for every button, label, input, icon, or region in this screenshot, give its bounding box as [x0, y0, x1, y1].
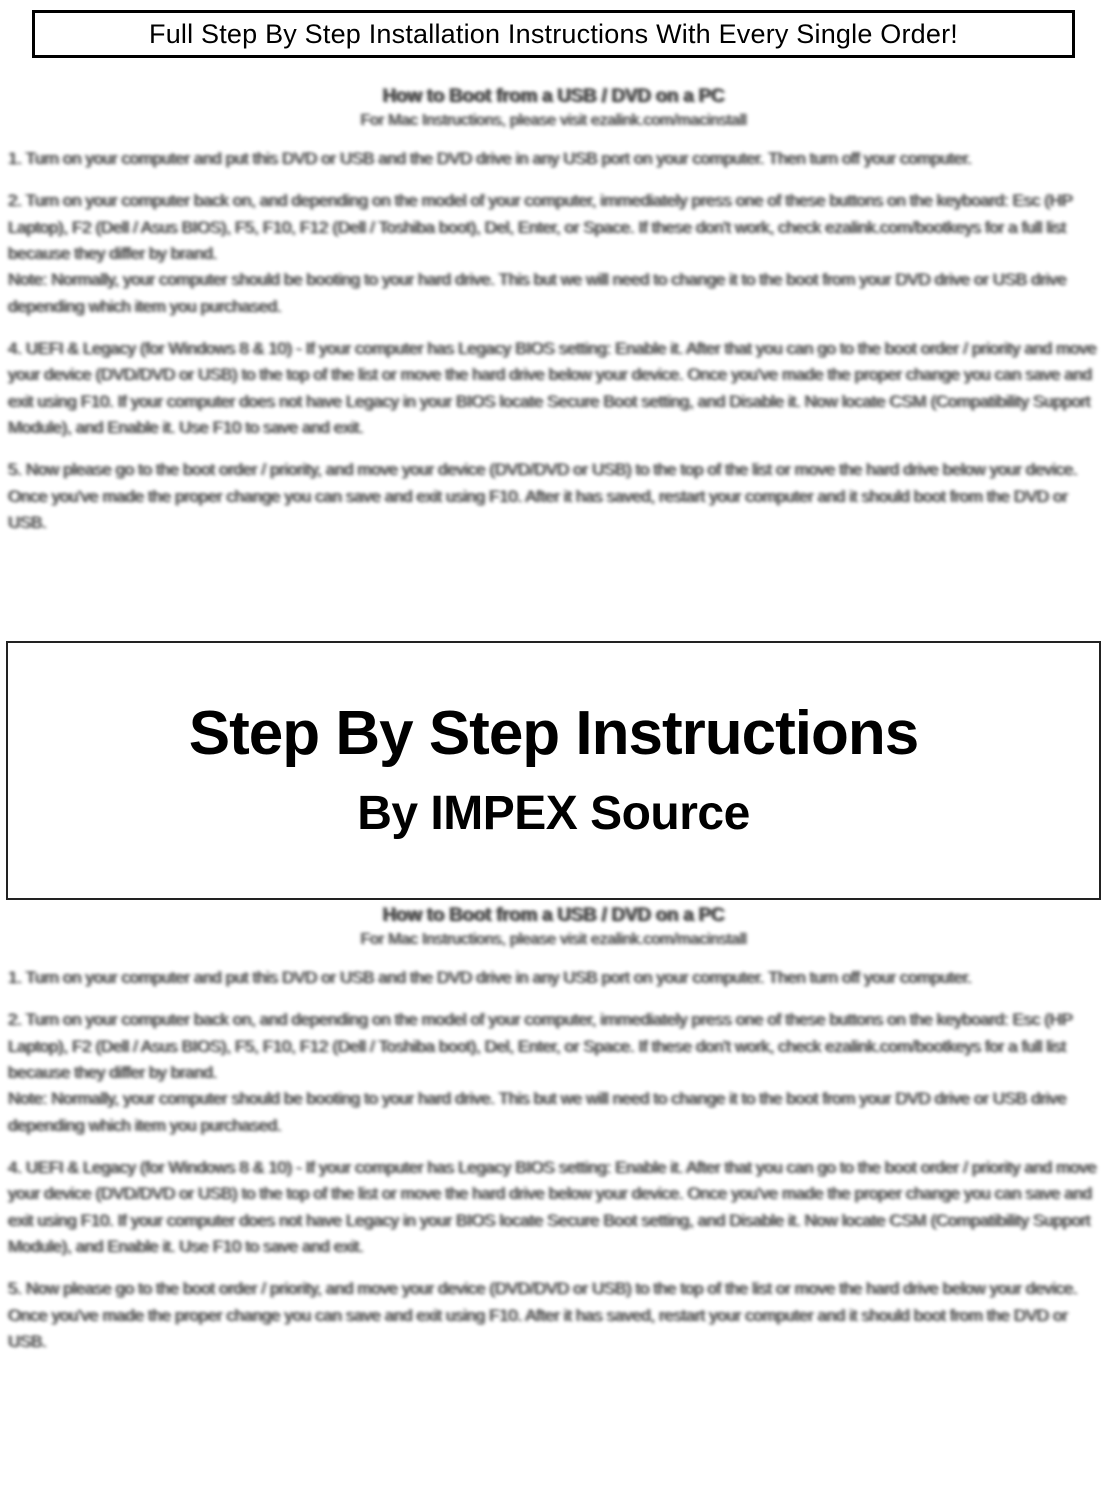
- document-paragraph: 4. UEFI & Legacy (for Windows 8 & 10) - If your computer has Legacy BIOS setting: Enable it. After that you can go to the boot order / priority and move your device (DVD/DVD or USB) to the top of the list or move the hard drive below your device. Once you've made the proper change you can save and exit using F10. If your computer does not have Legacy in your BIOS locate Secure Boot setting, and Disable it. Now locate CSM (Compatibility Support Module), and Enable it. Use F10 to save and exit.: [8, 339, 1097, 438]
- document-paragraph: Note: Normally, your computer should be booting to your hard drive. This but we will need to change it to the boot from your DVD drive or USB drive depending which item you purchased.: [8, 270, 1067, 316]
- callout-subheadline: By IMPEX Source: [357, 786, 750, 840]
- document-paragraph: 2. Turn on your computer back on, and depending on the model of your computer, immediately press one of these buttons on the keyboard: Esc (HP Laptop), F2 (Dell / Asus BIOS), F5, F10, F12 (Dell / Toshiba boot), Del, Enter, or Space. If these don't work, check ezalink.com/bootkeys for a full list because they differ by brand.: [8, 1010, 1073, 1083]
- instruction-document-top: [0, 84, 1107, 644]
- document-paragraph: 1. Turn on your computer and put this DVD or USB and the DVD drive in any USB port on your computer. Then turn off your computer.: [8, 149, 972, 169]
- document-paragraph: 1. Turn on your computer and put this DVD or USB and the DVD drive in any USB port on your computer. Then turn off your computer.: [8, 968, 972, 988]
- document-paragraph: 5. Now please go to the boot order / priority, and move your device (DVD/DVD or USB) to the top of the list or move the hard drive below your device. Once you've made the proper change you can save and exit using F10. After it has saved, restart your computer and it should boot from the DVD or USB.: [8, 1279, 1078, 1352]
- document-paragraph: 2. Turn on your computer back on, and depending on the model of your computer, immediately press one of these buttons on the keyboard: Esc (HP Laptop), F2 (Dell / Asus BIOS), F5, F10, F12 (Dell / Toshiba boot), Del, Enter, or Space. If these don't work, check ezalink.com/bootkeys for a full list because they differ by brand.: [8, 191, 1073, 264]
- document-paragraph: 5. Now please go to the boot order / priority, and move your device (DVD/DVD or USB) to the top of the list or move the hard drive below your device. Once you've made the proper change you can save and exit using F10. After it has saved, restart your computer and it should boot from the DVD or USB.: [8, 460, 1078, 533]
- document-title-bottom: How to Boot from a USB / DVD on a PC: [382, 905, 725, 926]
- document-title-top: How to Boot from a USB / DVD on a PC: [382, 86, 725, 107]
- document-subtitle-top: For Mac Instructions, please visit ezalink.com/macinstall: [360, 111, 747, 129]
- promo-banner: [32, 10, 1075, 58]
- document-subtitle-bottom: For Mac Instructions, please visit ezalink.com/macinstall: [360, 930, 747, 948]
- callout-headline: Step By Step Instructions: [188, 698, 919, 768]
- document-paragraph: 4. UEFI & Legacy (for Windows 8 & 10) - If your computer has Legacy BIOS setting: Enable it. After that you can go to the boot order / priority and move your device (DVD/DVD or USB) to the top of the list or move the hard drive below your device. Once you've made the proper change you can save and exit using F10. If your computer does not have Legacy in your BIOS locate Secure Boot setting, and Disable it. Now locate CSM (Compatibility Support Module), and Enable it. Use F10 to save and exit.: [8, 1158, 1097, 1257]
- promo-banner-text: Full Step By Step Installation Instructions With Every Single Order!: [149, 18, 958, 49]
- step-by-step-callout: [6, 641, 1101, 900]
- document-paragraph: Note: Normally, your computer should be booting to your hard drive. This but we will need to change it to the boot from your DVD drive or USB drive depending which item you purchased.: [8, 1089, 1067, 1135]
- instruction-document-bottom: [0, 903, 1107, 1500]
